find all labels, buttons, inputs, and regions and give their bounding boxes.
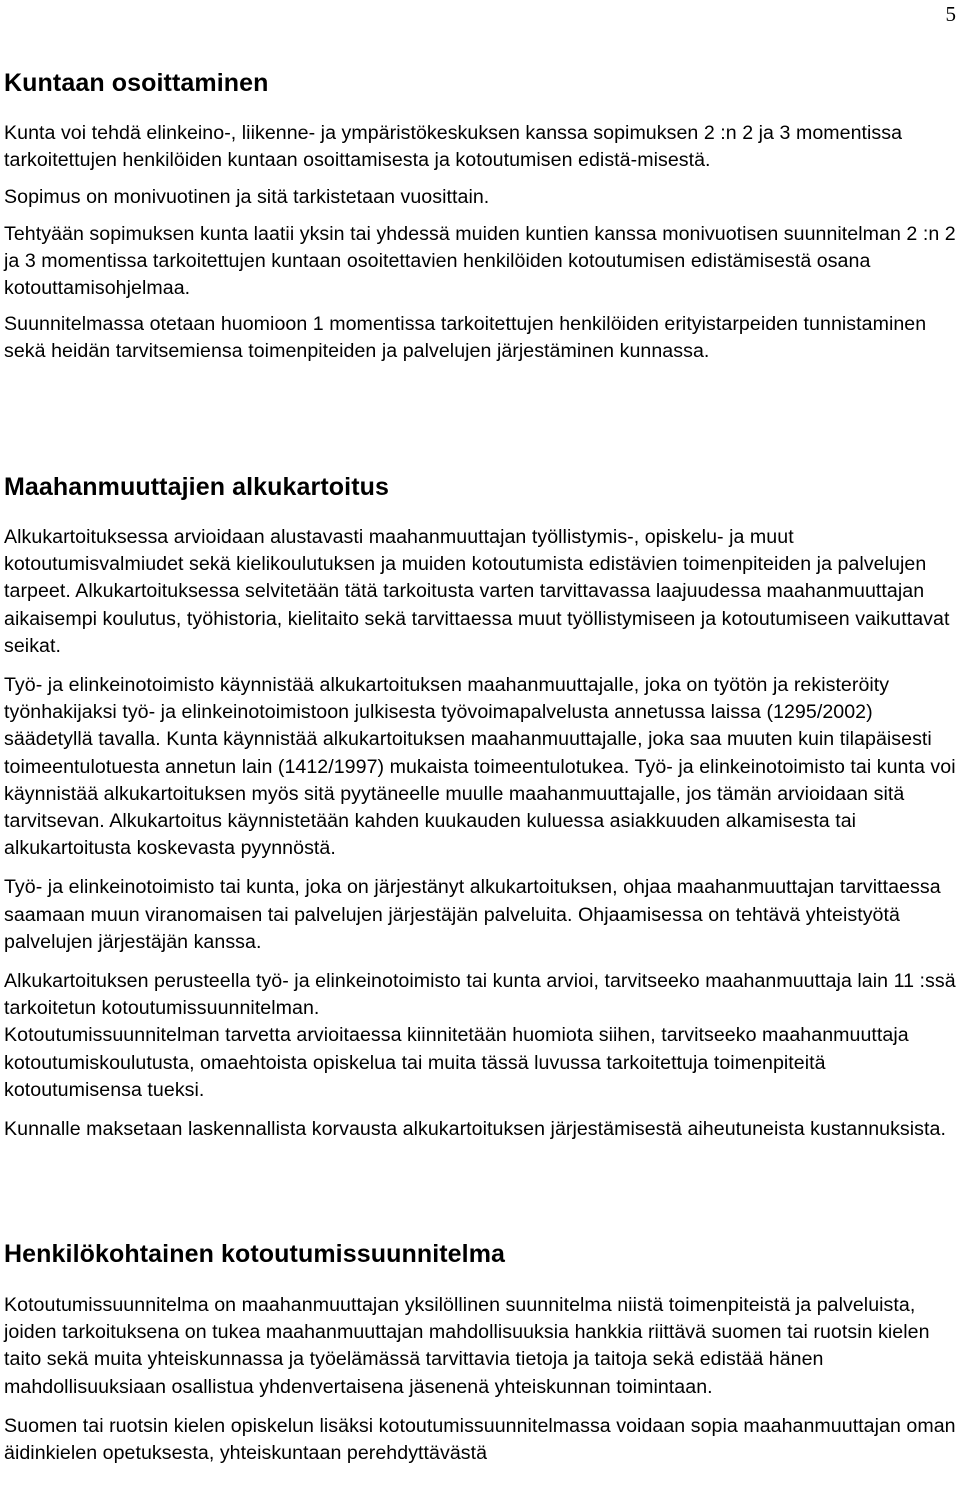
paragraph: Suomen tai ruotsin kielen opiskelun lisäksi kotoutumissuunnitelmassa voidaan sopia maahanmuuttajan oman äidinkielen opetuksesta, yhteiskuntaan perehdyttävästä: [4, 1414, 956, 1465]
paragraph: Kotoutumissuunnitelman tarvetta arvioitaessa kiinnitetään huomiota siihen, tarvitseeko maahanmuuttaja kotoutumiskoulutusta, omaehtoista opiskelua tai muita tässä luvussa tarkoitettuja toimenpiteitä kotoutumisensa tueksi.: [4, 1024, 909, 1101]
paragraph: Työ- ja elinkeinotoimisto käynnistää alkukartoituksen maahanmuuttajalle, joka on työtön ja rekisteröity työnhakijaksi työ- ja elinkeinotoimistoon julkisesta työvoimapalvelusta annetussa laissa (1295/2002) säädetyllä tavalla. Kunta käynnistää alkukartoituksen maahanmuuttajalle, joka saa muuten kuin tilapäisesti toimeentulotuesta annetun lain (1412/1997) mukaista toimeentulotukea. Työ- ja elinkeinotoimisto tai kunta voi käynnistää alkukartoituksen myös sitä pyytäneelle muulle maahanmuuttajalle, jos tämän arvioidaan sitä tarvitsevan. Alkukartoitus käynnistetään kahden kuukauden kuluessa asiakkuuden alkamisesta tai alkukartoitusta koskevasta pyynnöstä.: [4, 674, 956, 860]
section-maahanmuuttajien-alkukartoitus: [4, 472, 956, 1143]
paragraph: Sopimus on monivuotinen ja sitä tarkistetaan vuosittain.: [4, 186, 490, 209]
section-heading: Henkilökohtainen kotoutumissuunnitelma: [4, 1240, 506, 1268]
page-number: 5: [945, 2, 956, 26]
paragraph: Työ- ja elinkeinotoimisto tai kunta, joka on järjestänyt alkukartoituksen, ohjaa maahanmuuttajan tarvittaessa saamaan muun viranomaisen tai palvelujen järjestäjän palveluita. Ohjaamisessa on tehtävä yhteistyötä palvelujen järjestäjän kanssa.: [4, 876, 941, 953]
section-kuntaan-osoittaminen: [4, 68, 956, 366]
paragraph: Alkukartoituksessa arvioidaan alustavasti maahanmuuttajan työllistymis-, opiskelu- ja muut kotoutumisvalmiudet sekä kielikoulutuksen ja muiden kotoutumista edistävien toimenpiteiden ja palvelujen tarpeet. Alkukartoituksessa selvitetään tätä tarkoitusta varten tarvittavassa laajuudessa maahanmuuttajan aikaisempi koulutus, työhistoria, kielitaito sekä tarvittaessa muut työllistymiseen ja kotoutumiseen vaikuttavat seikat.: [4, 526, 950, 657]
paragraph: Suunnitelmassa otetaan huomioon 1 momentissa tarkoitettujen henkilöiden erityistarpeiden tunnistaminen sekä heidän tarvitsemiensa toimenpiteiden ja palvelujen järjestäminen kunnassa.: [4, 313, 927, 363]
section-henkilokohtainen-kotoutumissuunnitelma: [4, 1239, 956, 1467]
paragraph: Kotoutumissuunnitelma on maahanmuuttajan yksilöllinen suunnitelma niistä toimenpiteistä ja palveluista, joiden tarkoituksena on tukea maahanmuuttajan mahdollisuuksia hankkia riittävä suomen tai ruotsin kielen taito sekä muita yhteiskunnassa ja työelämässä tarvittavia tietoja ja taitoja sekä edistää hänen mahdollisuuksiaan osallistua yhdenvertaisena jäsenenä yhteiskunnan toimintaan.: [4, 1294, 930, 1398]
paragraph: Tehtyään sopimuksen kunta laatii yksin tai yhdessä muiden kuntien kanssa monivuotisen suunnitelman 2 :n 2 ja 3 momentissa tarkoitettujen kuntaan osoitettavien henkilöiden kotoutumisen edistämisestä osana kotouttamisohjelmaa.: [4, 222, 956, 300]
paragraph: Kunta voi tehdä elinkeino-, liikenne- ja ympäristökeskuksen kanssa sopimuksen 2 :n 2 ja 3 momentissa tarkoitettujen henkilöiden kuntaan osoittamisesta ja kotoutumisen edistä-misestä.: [4, 122, 903, 172]
paragraph: Kunnalle maksetaan laskennallista korvausta alkukartoituksen järjestämisestä aiheutuneista kustannuksista.: [4, 1118, 946, 1141]
paragraph: Alkukartoituksen perusteella työ- ja elinkeinotoimisto tai kunta arvioi, tarvitseeko maahanmuuttaja lain 11 :ssä tarkoitetun kotoutumissuunnitelman.: [4, 970, 956, 1020]
section-heading: Maahanmuuttajien alkukartoitus: [4, 473, 390, 501]
section-heading: Kuntaan osoittaminen: [4, 69, 269, 97]
